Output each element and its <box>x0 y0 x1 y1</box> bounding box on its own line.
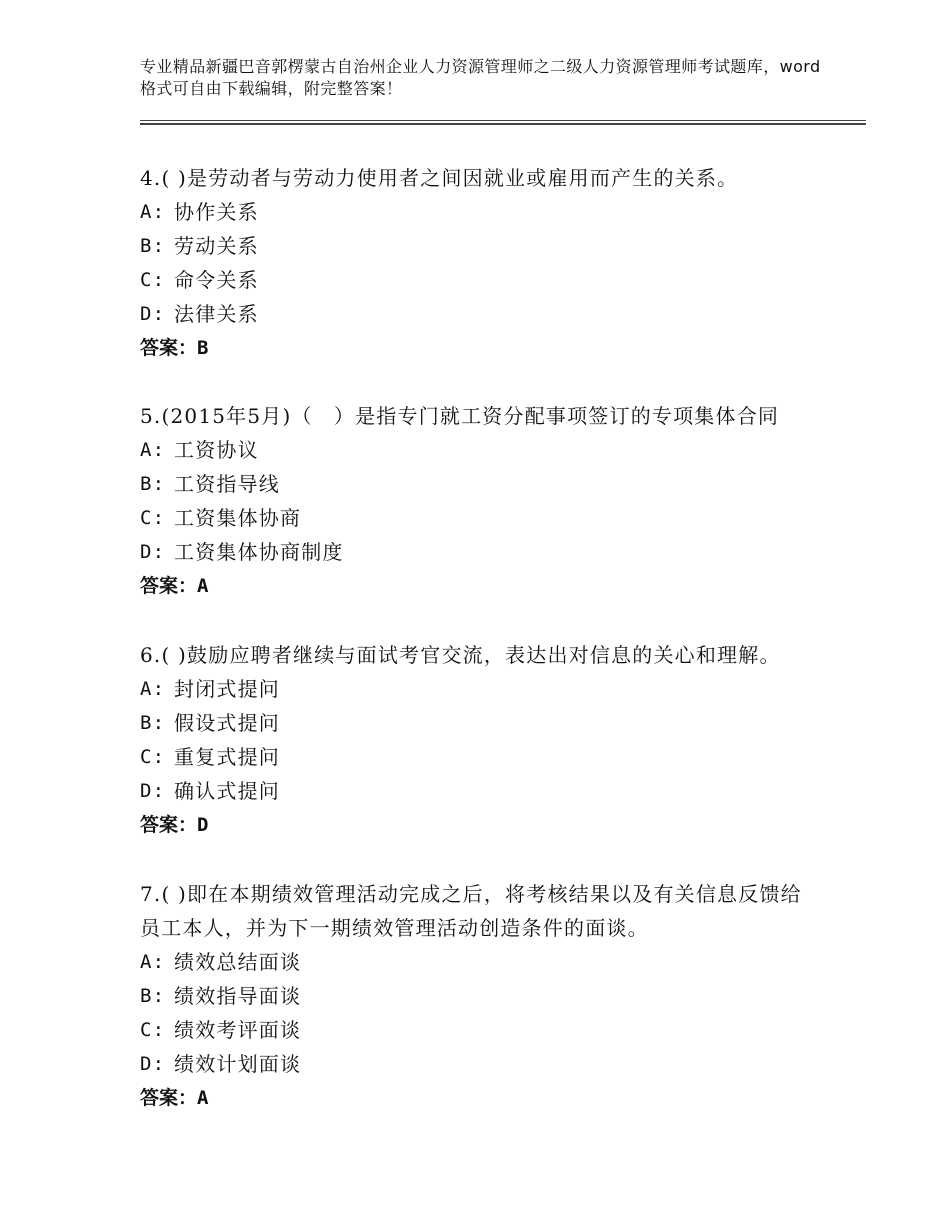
option-letter: A: <box>140 439 166 461</box>
header-divider-thin <box>140 120 866 121</box>
option-text: 绩效指导面谈 <box>174 984 302 1008</box>
option-letter: A: <box>140 951 166 973</box>
option-a <box>140 945 820 979</box>
option-text: 绩效计划面谈 <box>174 1052 302 1076</box>
option-c <box>140 1013 820 1047</box>
header-divider-thick <box>140 123 866 125</box>
option-text: 绩效总结面谈 <box>174 950 302 974</box>
option-letter: C: <box>140 507 166 529</box>
document-header: 专业精品新疆巴音郭楞蒙古自治州企业人力资源管理师之二级人力资源管理师考试题库，word格式可自由下载编辑，附完整答案！ <box>140 57 821 98</box>
option-c <box>140 740 840 774</box>
option-text: 命令关系 <box>174 268 259 292</box>
answer-value: D <box>197 814 209 836</box>
answer-line <box>140 331 840 365</box>
option-letter: B: <box>140 473 166 495</box>
option-letter: A: <box>140 201 166 223</box>
answer-line <box>140 1081 820 1115</box>
question-5 <box>140 399 840 603</box>
option-text: 法律关系 <box>174 302 259 326</box>
answer-label: 答案： <box>140 575 198 597</box>
question-6 <box>140 638 840 842</box>
answer-label: 答案： <box>140 337 198 359</box>
option-a <box>140 195 840 229</box>
option-text: 确认式提问 <box>174 779 280 803</box>
option-letter: C: <box>140 746 166 768</box>
option-d <box>140 774 840 808</box>
answer-line <box>140 808 840 842</box>
question-4 <box>140 161 840 365</box>
option-text: 工资集体协商制度 <box>174 540 344 564</box>
option-letter: B: <box>140 235 166 257</box>
option-text: 绩效考评面谈 <box>174 1018 302 1042</box>
question-stem: 7.( )即在本期绩效管理活动完成之后，将考核结果以及有关信息反馈给员工本人，并为下一期绩效管理活动创造条件的面谈。 <box>140 882 802 940</box>
option-letter: A: <box>140 678 166 700</box>
answer-label: 答案： <box>140 1087 198 1109</box>
option-c <box>140 263 840 297</box>
option-text: 协作关系 <box>174 200 259 224</box>
option-text: 工资指导线 <box>174 472 280 496</box>
option-d <box>140 1047 820 1081</box>
question-stem: 5.(2015年5月)（ ）是指专门就工资分配事项签订的专项集体合同 <box>140 404 780 428</box>
option-text: 封闭式提问 <box>174 677 280 701</box>
option-letter: D: <box>140 780 166 802</box>
option-b <box>140 467 840 501</box>
option-b <box>140 979 820 1013</box>
option-text: 劳动关系 <box>174 234 259 258</box>
option-b <box>140 229 840 263</box>
answer-value: A <box>197 1087 209 1109</box>
option-letter: D: <box>140 541 166 563</box>
option-b <box>140 706 840 740</box>
option-text: 假设式提问 <box>174 711 280 735</box>
option-d <box>140 535 840 569</box>
option-d <box>140 297 840 331</box>
option-c <box>140 501 840 535</box>
question-7 <box>140 877 820 1115</box>
option-letter: D: <box>140 303 166 325</box>
answer-value: B <box>197 337 209 359</box>
option-a <box>140 433 840 467</box>
question-stem: 6.( )鼓励应聘者继续与面试考官交流，表达出对信息的关心和理解。 <box>140 643 781 667</box>
option-letter: C: <box>140 269 166 291</box>
option-letter: D: <box>140 1053 166 1075</box>
question-stem: 4.( )是劳动者与劳动力使用者之间因就业或雇用而产生的关系。 <box>140 166 739 190</box>
option-letter: C: <box>140 1019 166 1041</box>
option-text: 重复式提问 <box>174 745 280 769</box>
option-letter: B: <box>140 985 166 1007</box>
option-letter: B: <box>140 712 166 734</box>
option-a <box>140 672 840 706</box>
answer-line <box>140 569 840 603</box>
answer-label: 答案： <box>140 814 198 836</box>
answer-value: A <box>197 575 209 597</box>
option-text: 工资集体协商 <box>174 506 302 530</box>
option-text: 工资协议 <box>174 438 259 462</box>
